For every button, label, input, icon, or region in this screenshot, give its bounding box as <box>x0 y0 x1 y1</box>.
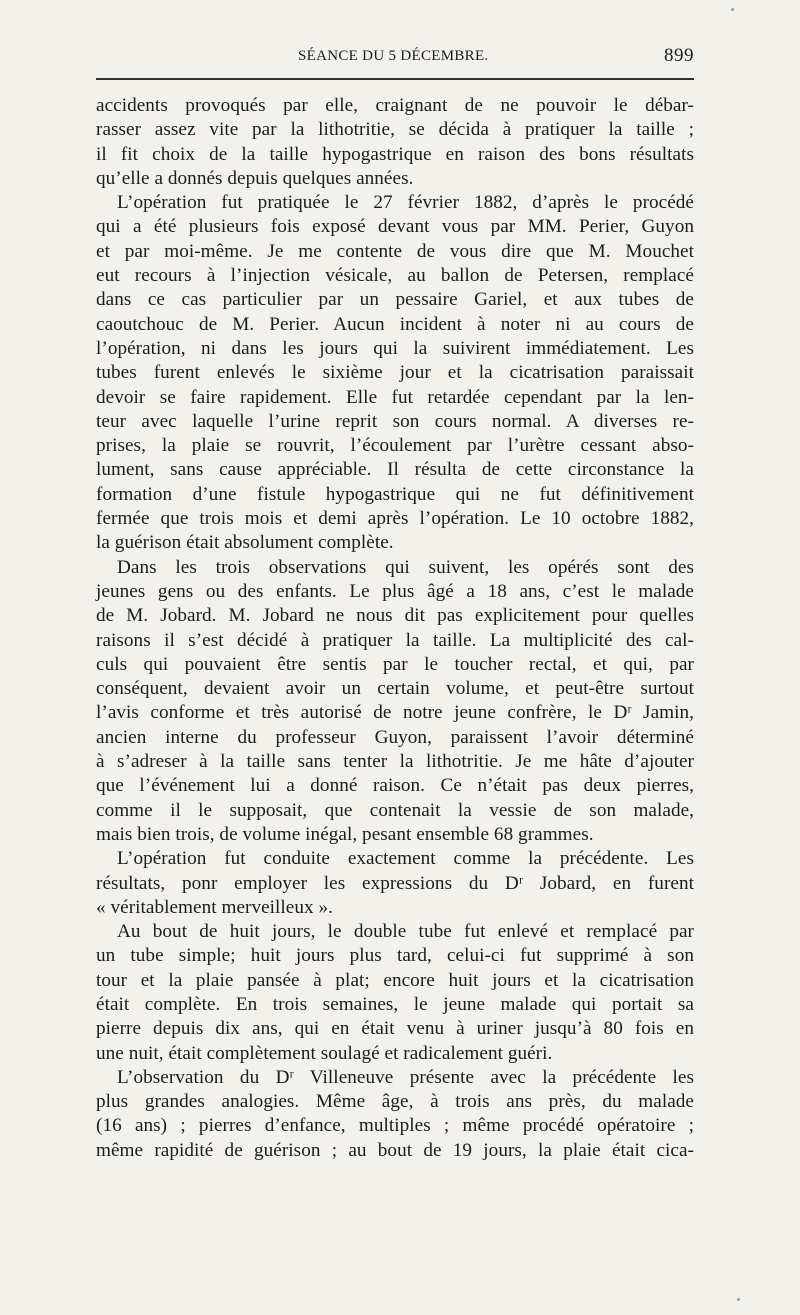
text-line: résultats, ponr employer les expressions du Dʳ Jobard, en furent <box>96 872 694 894</box>
text-line: accidents provoqués par elle, craignant de ne pouvoir le débar- <box>96 95 694 116</box>
text-line: tour et la plaie pansée à plat; encore huit jours et la cicatrisation <box>96 969 694 991</box>
paragraph-2 <box>96 191 694 555</box>
text-line: devoir se faire rapidement. Elle fut retardée cependant par la len- <box>96 386 694 408</box>
body-text <box>96 94 694 1163</box>
text-line: fermée que trois mois et demi après l’opération. Le 10 octobre 1882, <box>96 508 694 530</box>
text-line: plus grandes analogies. Même âge, à trois ans près, du malade <box>96 1091 694 1113</box>
text-line: ancien interne du professeur Guyon, paraissent l’avoir déterminé <box>96 726 694 748</box>
print-speck <box>737 1298 740 1301</box>
text-line: même rapidité de guérison ; au bout de 19 jours, la plaie était cica- <box>96 1139 694 1161</box>
text-line: était complète. En trois semaines, le jeune malade qui portait sa <box>96 993 694 1015</box>
print-speck <box>731 8 734 11</box>
text-line: la guérison était absolument complète. <box>96 532 394 554</box>
text-line: que l’événement lui a donné raison. Ce n’était pas deux pierres, <box>96 775 694 797</box>
page-number: 899 <box>664 45 694 66</box>
text-line: qu’elle a donnés depuis quelques années. <box>96 167 414 189</box>
text-line: l’opération, ni dans les jours qui la suivirent immédiatement. Les <box>96 337 694 359</box>
text-line: comme il le supposait, que contenait la vessie de son malade, <box>96 799 694 821</box>
text-line: prises, la plaie se rouvrit, l’écoulement par l’urètre cessant abso- <box>96 435 694 457</box>
paragraph-3 <box>96 556 694 848</box>
text-line: mais bien trois, de volume inégal, pesant ensemble 68 grammes. <box>96 823 594 845</box>
text-line: L’observation du Dʳ Villeneuve présente avec la précédente les <box>117 1066 694 1088</box>
text-line: il fit choix de la taille hypogastrique en raison des bons résultats <box>96 143 694 165</box>
header-rule <box>96 78 694 80</box>
text-line: un tube simple; huit jours plus tard, celui-ci fut supprimé à son <box>96 945 694 967</box>
text-line: rasser assez vite par la lithotritie, se décida à pratiquer la taille ; <box>96 119 694 141</box>
text-line: tubes furent enlevés le sixième jour et la cicatrisation paraissait <box>96 362 694 384</box>
text-line: une nuit, était complètement soulagé et radicalement guéri. <box>96 1042 553 1064</box>
text-line: Dans les trois observations qui suivent, les opérés sont des <box>117 556 694 578</box>
text-line: dans ce cas particulier par un pessaire Gariel, et aux tubes de <box>96 289 694 311</box>
text-line: culs qui pouvaient être sentis par le toucher rectal, et qui, par <box>96 653 694 675</box>
text-line: de M. Jobard. M. Jobard ne nous dit pas explicitement pour quelles <box>96 605 694 627</box>
text-line: l’avis conforme et très autorisé de notre jeune confrère, le Dʳ Jamin, <box>96 702 694 724</box>
paragraph-4 <box>96 847 694 920</box>
text-line: lument, sans cause appréciable. Il résulta de cette circonstance la <box>96 459 694 481</box>
text-line: jeunes gens ou des enfants. Le plus âgé a 18 ans, c’est le malade <box>96 580 694 602</box>
text-line: teur avec laquelle l’urine reprit son cours normal. A diverses re- <box>96 410 694 432</box>
running-title: SÉANCE DU 5 DÉCEMBRE. <box>298 48 489 64</box>
text-line: « véritablement merveilleux ». <box>96 896 333 918</box>
text-line: pierre depuis dix ans, qui en était venu à uriner jusqu’à 80 fois en <box>96 1018 694 1040</box>
text-line: et par moi-même. Je me contente de vous dire que M. Mouchet <box>96 240 694 262</box>
text-line: L’opération fut pratiquée le 27 février 1882, d’après le procédé <box>117 192 694 214</box>
text-line: Au bout de huit jours, le double tube fut enlevé et remplacé par <box>117 921 694 943</box>
text-line: qui a été plusieurs fois exposé devant vous par MM. Perier, Guyon <box>96 216 694 238</box>
text-line: L’opération fut conduite exactement comme la précédente. Les <box>117 848 694 870</box>
running-head <box>96 45 694 72</box>
text-line: conséquent, devaient avoir un certain volume, et peut-être surtout <box>96 678 694 700</box>
text-line: à s’adreser à la taille sans tenter la lithotritie. Je me hâte d’ajouter <box>96 751 694 773</box>
text-line: raisons il s’est décidé à pratiquer la taille. La multiplicité des cal- <box>96 629 694 651</box>
paragraph-5 <box>96 920 694 1066</box>
text-line: caoutchouc de M. Perier. Aucun incident à noter ni au cours de <box>96 313 694 335</box>
paragraph-1 <box>96 94 694 191</box>
text-line: eut recours à l’injection vésicale, au ballon de Petersen, remplacé <box>96 265 694 287</box>
text-line: formation d’une fistule hypogastrique qui ne fut définitivement <box>96 483 694 505</box>
paragraph-6 <box>96 1066 694 1163</box>
text-line: (16 ans) ; pierres d’enfance, multiples ; même procédé opératoire ; <box>96 1115 694 1137</box>
